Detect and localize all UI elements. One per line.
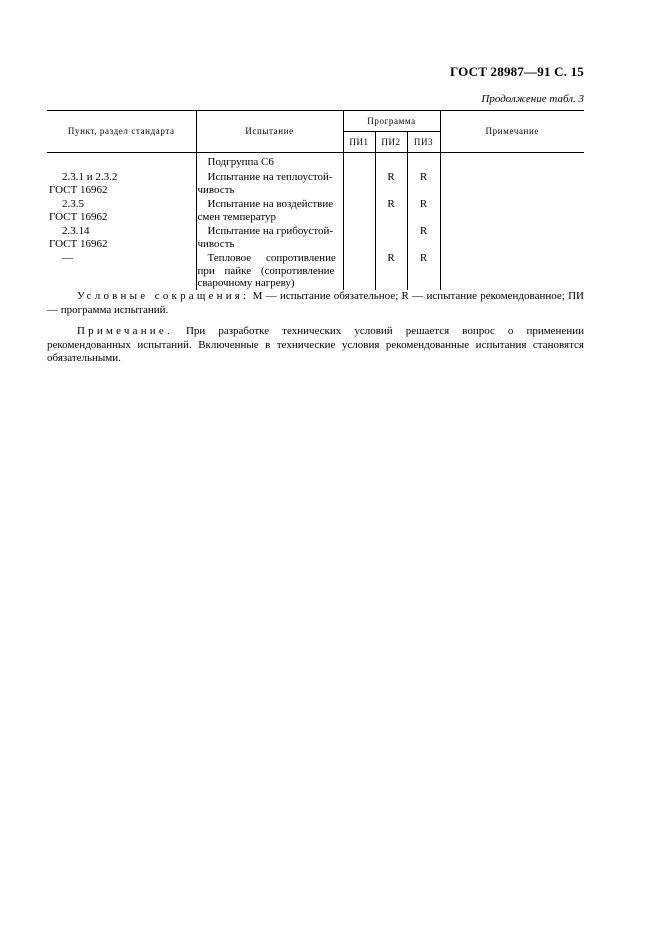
note-cell [440,198,584,225]
col-header-pi3: ПИ3 [407,132,440,153]
table-row [47,225,584,252]
clause-cell: — [62,252,73,264]
col-header-pi1: ПИ1 [343,132,375,153]
pi2-cell [375,225,407,252]
abbreviations-text: М — испытание обязательное; R — испытание рекомендованное; ПИ — программа испытаний. [47,290,584,316]
table-row [47,153,584,172]
page-header-title: ГОСТ 28987—91 С. 15 [450,64,584,79]
col-header-test: Испытание [196,111,343,153]
group-label: Подгруппа С6 [207,156,274,168]
note-cell [440,171,584,198]
table-row [47,252,584,290]
remark-label: Примечание. [77,325,173,337]
pi3-cell: R [407,252,440,290]
pi3-cell: R [407,198,440,225]
clause-cell: 2.3.5 ГОСТ 16962 [49,198,108,223]
col-header-pi2: ПИ2 [375,132,407,153]
test-cell: Испытание на воздействие смен температур [196,198,343,225]
pi3-cell: R [407,171,440,198]
pi1-cell [343,225,375,252]
table-row [47,198,584,225]
note-cell [440,225,584,252]
tests-table [47,110,584,290]
table-continuation-label: Продолжение табл. 3 [481,93,584,105]
pi3-cell: R [407,225,440,252]
notes-section [47,290,584,374]
pi1-cell [343,252,375,290]
remark-paragraph [47,325,584,366]
abbreviations-label: Условные сокращения: [77,290,250,302]
abbreviations-paragraph [47,290,584,317]
pi2-cell: R [375,252,407,290]
pi2-cell: R [375,171,407,198]
remark-text: При разработке технических условий решается вопрос о применении рекомендованных испытаний. Включенные в технические условия рекомендованные испытания становятся обязательными. [47,325,584,364]
col-header-program: Программа [343,111,440,132]
pi1-cell [343,171,375,198]
col-header-note: Примечание [440,111,584,153]
table-row [47,171,584,198]
pi2-cell: R [375,198,407,225]
pi1-cell [343,198,375,225]
clause-cell: 2.3.14 ГОСТ 16962 [49,225,108,250]
test-cell: Испытание на теплоустой- чивость [196,171,343,198]
note-cell [440,252,584,290]
col-header-clause: Пункт, раздел стандарта [47,111,196,153]
test-cell: Испытание на грибоустой- чивость [196,225,343,252]
test-cell: Тепловое сопротивление при пайке (сопротивление сварочному нагреву) [196,252,343,290]
clause-cell: 2.3.1 и 2.3.2 ГОСТ 16962 [49,171,118,196]
